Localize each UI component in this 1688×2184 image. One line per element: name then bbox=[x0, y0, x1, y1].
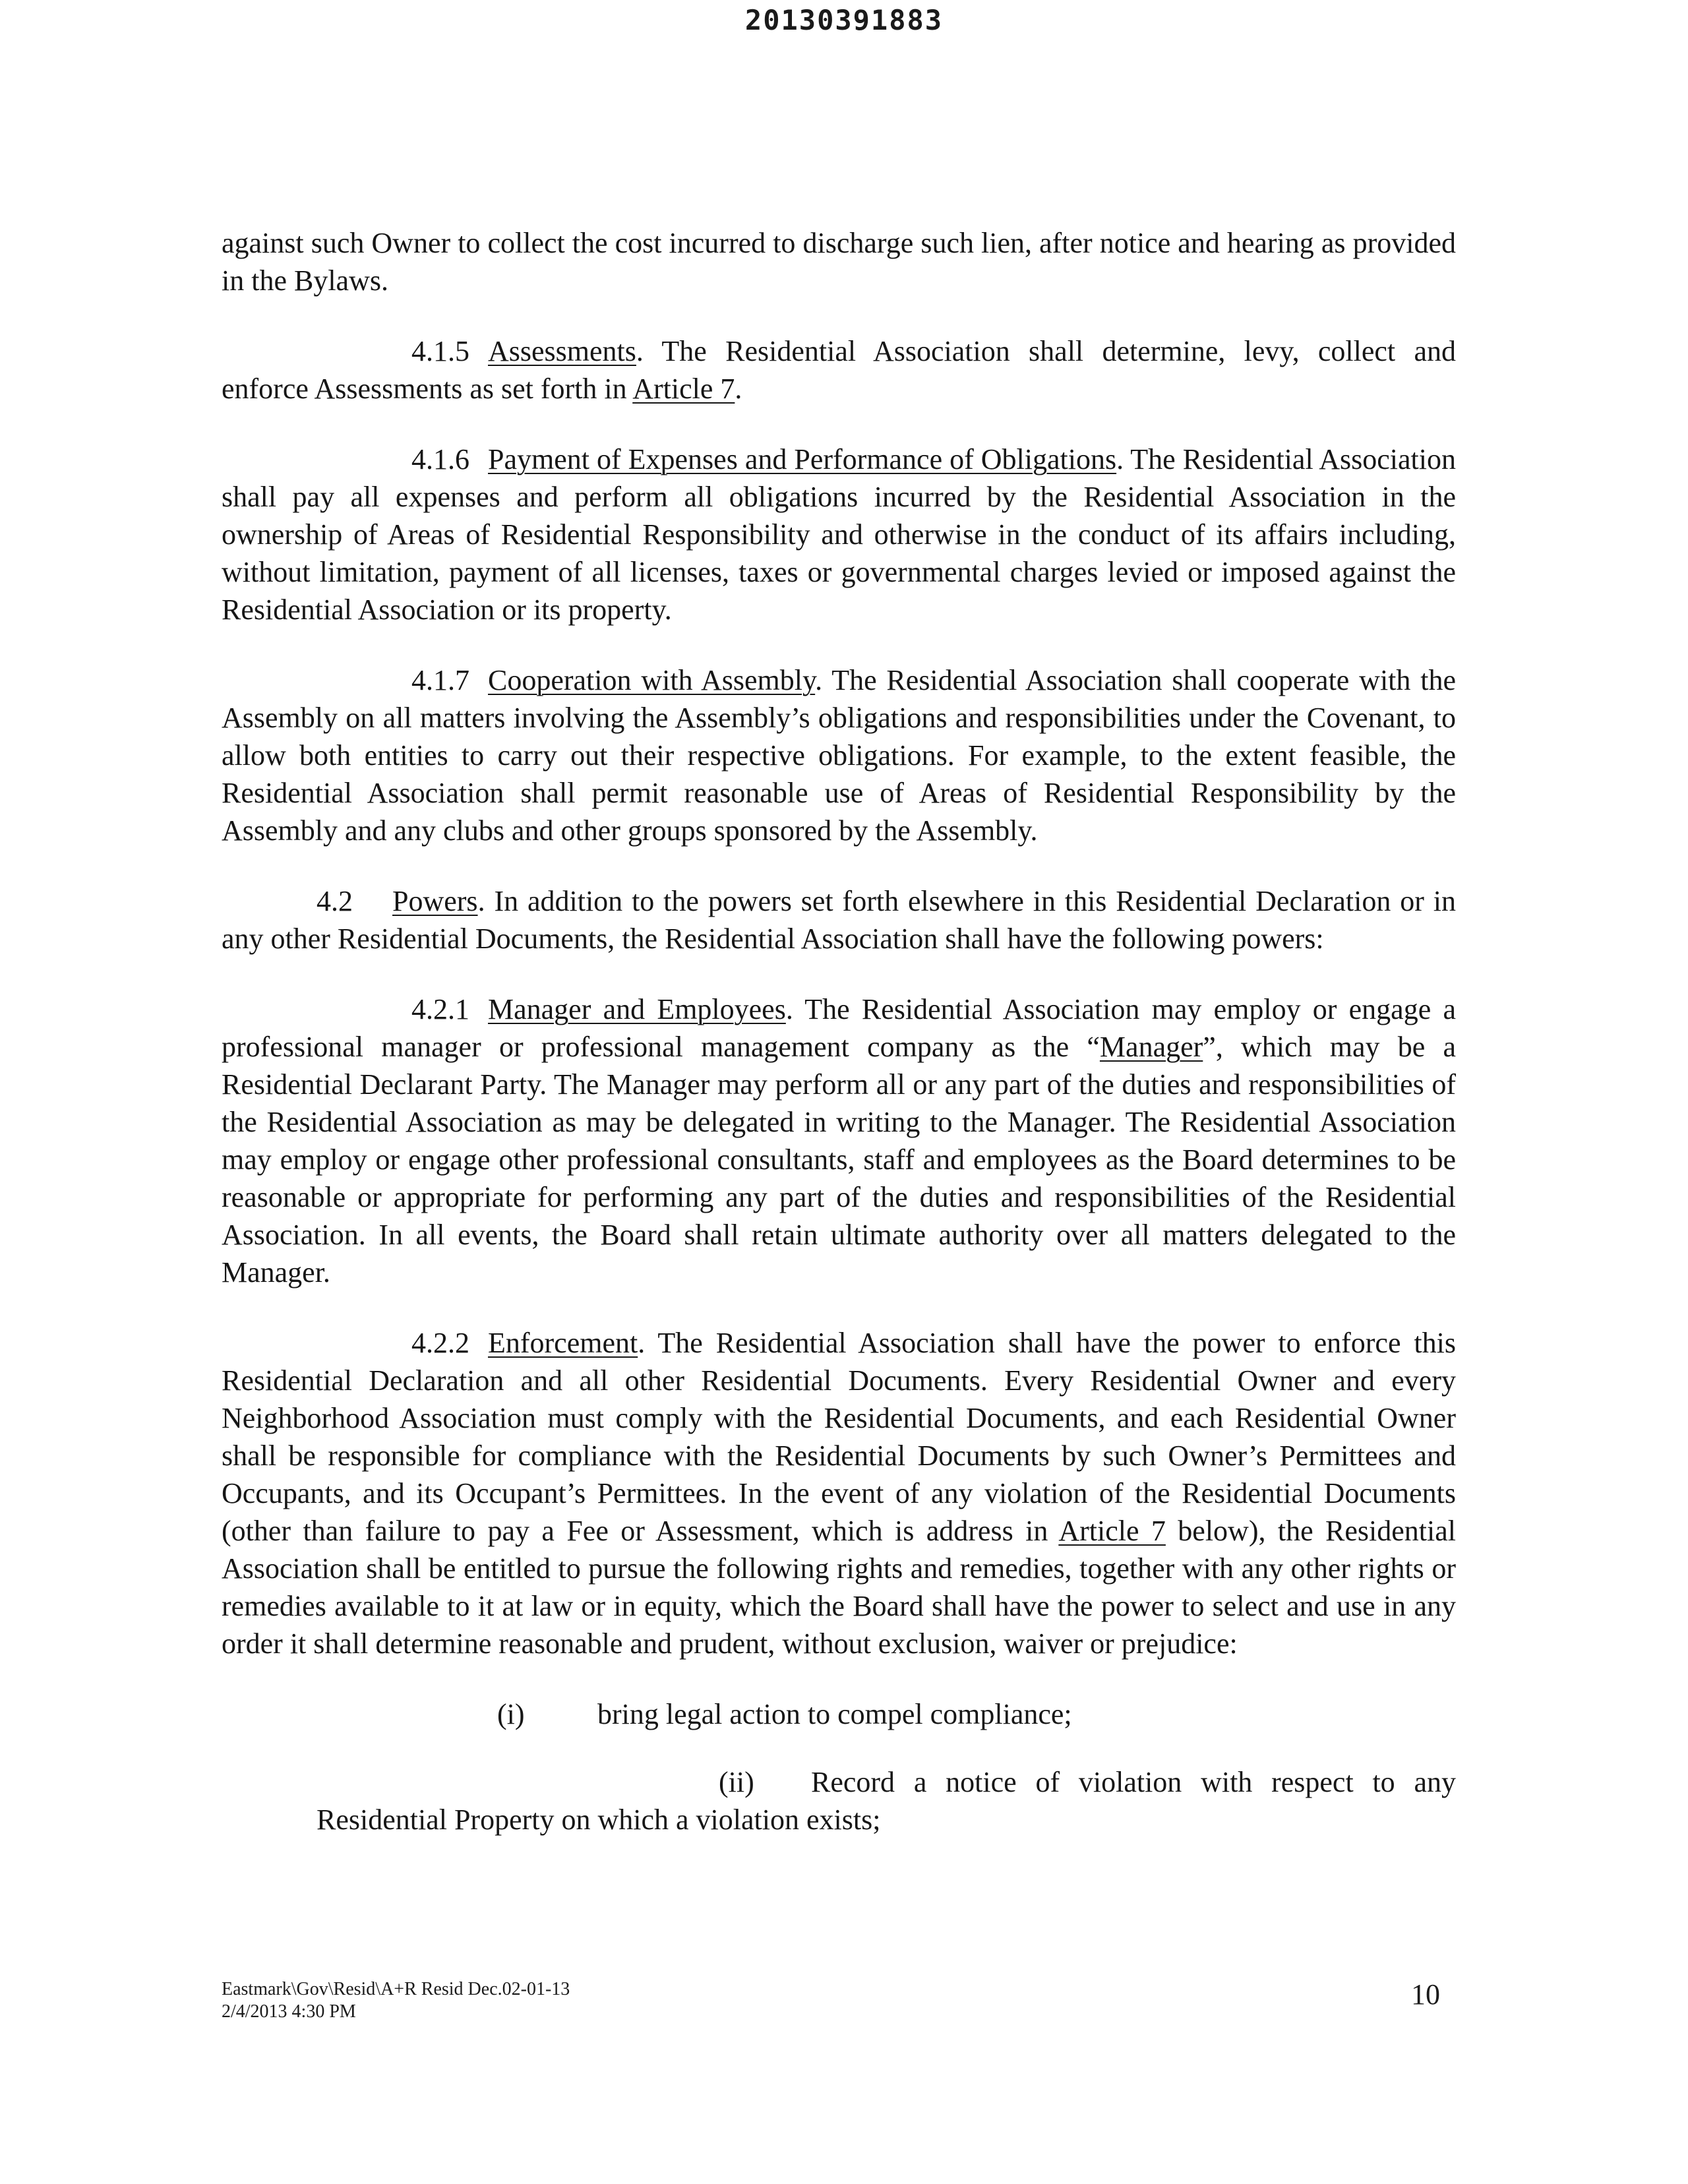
list-item-text: bring legal action to compel compliance; bbox=[597, 1698, 1072, 1730]
section-number: 4.2 bbox=[316, 885, 353, 917]
section-number: 4.1.7 bbox=[411, 664, 469, 696]
section-text-end: below), the Residential Association shall be entitled to pursue the following rights and remedies, together with any other rights or remedies available to it at law or in equity, which the Board shall have the power to select and use in any order it shall determine reasonable and prudent, without exclusion, waiver or prejudice: bbox=[222, 1515, 1456, 1660]
section-heading: Manager and Employees bbox=[488, 993, 786, 1025]
list-item-i bbox=[222, 1695, 1456, 1733]
document-body bbox=[222, 224, 1456, 1869]
defined-term: Manager bbox=[1099, 1031, 1203, 1063]
section-text: . The Residential Association shall determine, levy, collect and enforce Assessments as set forth in bbox=[222, 335, 1456, 405]
section-text: . The Residential Association shall have the power to enforce this Residential Declaration and all other Residential Documents. Every Residential Owner and every Neighborhood Association must comply with the Residential Documents, and each Residential Owner shall be responsible for compliance with the Residential Documents by such Owner’s Permittees and Occupants, and its Occupant’s Permittees. In the event of any violation of the Residential Documents (other than failure to pay a Fee or Assessment, which is address in bbox=[222, 1327, 1456, 1547]
section-text-end: . bbox=[735, 373, 742, 405]
page-number: 10 bbox=[1411, 1978, 1440, 2011]
section-text: . The Residential Association shall cooperate with the Assembly on all matters involving the Assembly’s obligations and responsibilities under the Covenant, to allow both entities to carry out their respective obligations. For example, to the extent feasible, the Residential Association shall permit reasonable use of Areas of Residential Responsibility by the Assembly and any clubs and other groups sponsored by the Assembly. bbox=[222, 664, 1457, 847]
paragraph-text: against such Owner to collect the cost incurred to discharge such lien, after notice and hearing as provided in the Bylaws. bbox=[222, 227, 1456, 297]
document-number: 20130391883 bbox=[744, 4, 944, 36]
section-4-2 bbox=[222, 882, 1456, 957]
list-item-text: Record a notice of violation with respect to any Residential Property on which a violation exists; bbox=[316, 1766, 1456, 1836]
footer-file-path: Eastmark\Gov\Resid\A+R Resid Dec.02-01-13 bbox=[222, 1979, 570, 1999]
section-heading: Payment of Expenses and Performance of Obligations bbox=[488, 443, 1117, 475]
section-heading: Assessments bbox=[488, 335, 636, 367]
section-heading: Enforcement bbox=[488, 1327, 638, 1359]
paragraph-continued bbox=[222, 224, 1456, 299]
section-number: 4.2.1 bbox=[411, 993, 469, 1025]
section-4-1-6 bbox=[222, 440, 1456, 628]
section-text: . The Residential Association may employ or engage a professional manager or professional management company as the “ bbox=[222, 993, 1456, 1063]
list-item-label: (i) bbox=[497, 1698, 525, 1730]
footer-datetime: 2/4/2013 4:30 PM bbox=[222, 2001, 356, 2022]
section-heading: Cooperation with Assembly bbox=[488, 664, 816, 696]
section-number: 4.1.6 bbox=[411, 443, 469, 475]
section-4-2-2 bbox=[222, 1324, 1456, 1662]
section-text-end: ”, which may be a Residential Declarant Party. The Manager may perform all or any part of the duties and responsibilities of the Residential Association as may be delegated in writing to the Manager. The Residential Association may employ or engage other professional consultants, staff and employees as the Board determines to be reasonable or appropriate for performing any part of the duties and responsibilities of the Residential Association. In all events, the Board shall retain ultimate authority over all matters delegated to the Manager. bbox=[222, 1031, 1457, 1289]
section-4-1-5 bbox=[222, 332, 1456, 408]
article-reference: Article 7 bbox=[1058, 1515, 1166, 1547]
footer-file-info bbox=[222, 1978, 570, 2023]
list-item-ii bbox=[222, 1763, 1456, 1838]
section-text: . The Residential Association shall pay all expenses and perform all obligations incurred by the Residential Association in the ownership of Areas of Residential Responsibility and otherwise in the conduct of its affairs including, without limitation, payment of all licenses, taxes or governmental charges levied or imposed against the Residential Association or its property. bbox=[222, 443, 1456, 626]
section-4-1-7 bbox=[222, 661, 1456, 849]
section-number: 4.1.5 bbox=[411, 335, 469, 367]
section-number: 4.2.2 bbox=[411, 1327, 469, 1359]
section-4-2-1 bbox=[222, 990, 1456, 1291]
section-text: . In addition to the powers set forth elsewhere in this Residential Declaration or in any other Residential Documents, the Residential Association shall have the following powers: bbox=[222, 885, 1456, 955]
list-item-label: (ii) bbox=[719, 1766, 754, 1798]
article-reference: Article 7 bbox=[632, 373, 735, 405]
section-heading: Powers bbox=[392, 885, 478, 917]
